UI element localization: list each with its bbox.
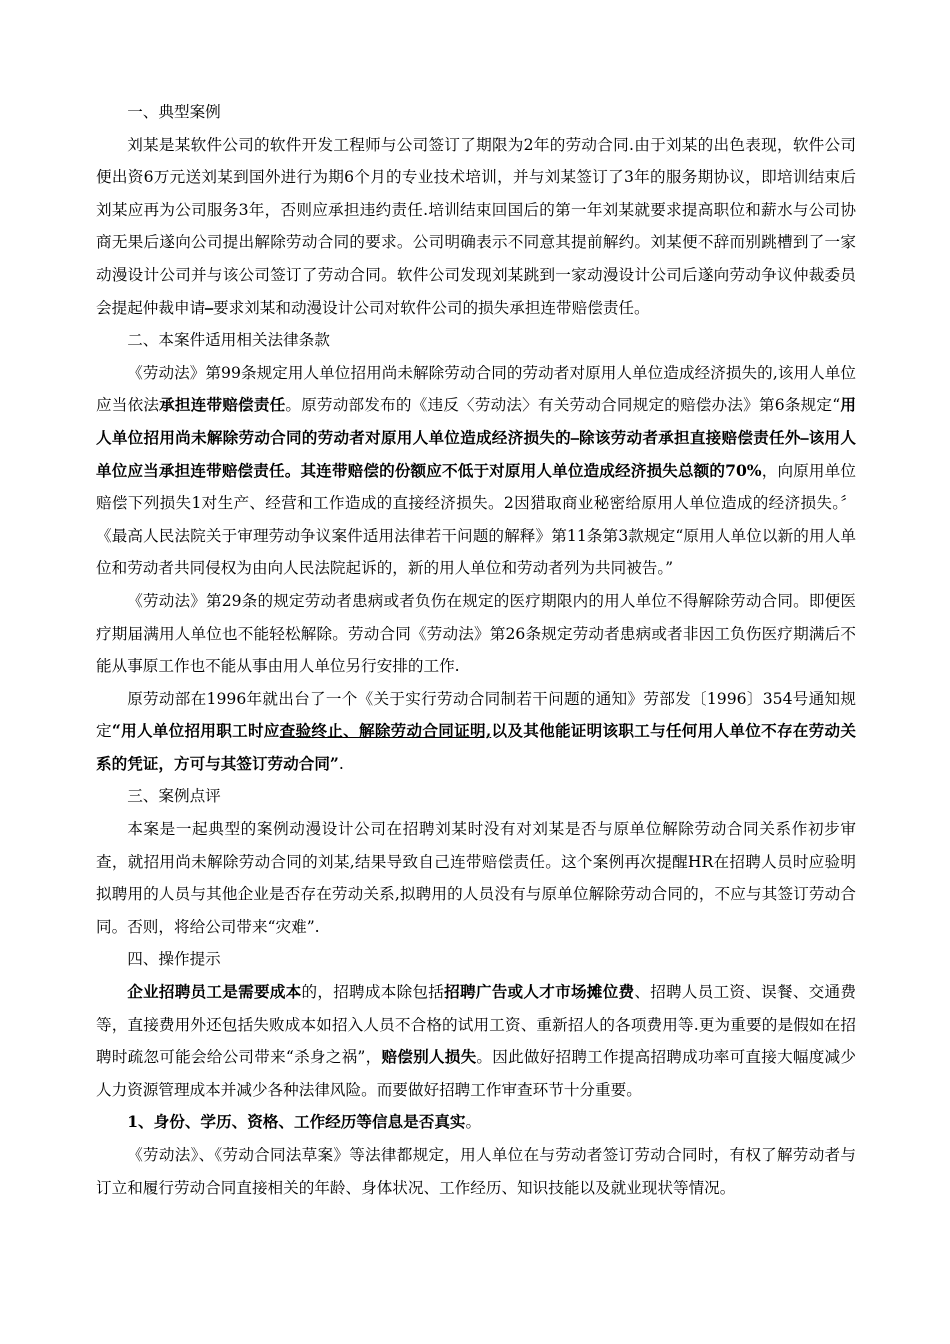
document-page — [96, 96, 856, 1204]
law3-text-a: 原劳动部在1996年就出台了一个《关于实行劳动合同制若干问题的通知》劳部发〔1996〕354号通知规定 — [96, 689, 856, 741]
dash-mark: ⎯ — [570, 427, 579, 447]
tips-text-a: 企业招聘员工是需要成本 — [127, 982, 302, 1002]
review-paragraph: 本案是一起典型的案例动漫设计公司在招聘刘某时没有对刘某是否与原单位解除劳动合同关系作初步审查，就招用尚未解除劳动合同的刘某,结果导致自己连带赔偿责任。这个案例再次提醒HR在招聘人员时应验明拟聘用的人员与其他企业是否存在劳动关系,拟聘用的人员没有与原单位解除劳动合同的，不应与其签订劳动合同。否则，将给公司带来“灾难”. — [96, 820, 856, 936]
section-heading-typical-case: 一、典型案例 — [127, 103, 221, 121]
tips-text-c: 招聘广告或人才市场摊位费 — [444, 982, 635, 1002]
tips-paragraph-2: 《劳动法》、《劳动合同法草案》等法律都规定，用人单位在与劳动者签订劳动合同时，有权了解劳动者与订立和履行劳动合同直接相关的年龄、身体状况、工作经历、知识技能以及就业现状等情况。 — [96, 1146, 856, 1197]
law-text-a: 《劳动法》第99条规定用人单位招用尚未解除劳动合同的劳动者对原用人单位造成经济损失的,该用人单位应当依法 — [96, 363, 856, 415]
law3-text-c: 以及其他能证明该职工与任何用人单位不存在劳动关系的凭证，方可与其签订劳动合同” — [96, 721, 856, 773]
law-paragraph-3 — [96, 683, 856, 781]
law-text-c: 。原劳动部发布的《违反〈劳动法〉有关劳动合同规定的赔偿办法》第6条规定“ — [285, 396, 841, 415]
law3-text-d: . — [338, 754, 344, 773]
law-text-e: 除该劳动者承担直接赔偿责任外 — [578, 427, 801, 447]
dash-mark: ⎯ — [205, 297, 213, 317]
law3-text-b: “用人单位招用职工时应 — [111, 721, 280, 741]
section-heading-review: 三、案例点评 — [127, 787, 221, 806]
section-heading-tips: 四、操作提示 — [127, 950, 221, 969]
law-text-g: ，向原用单位赔偿下列损失1对生产、经营和工作造成的直接经济损失。2因猎取商业秘密给原用人单位造成的经济损失。〞《最高人民法院关于审理劳动争议案件适用法律若干问题的解释》第11条第3款规定“原用人单位以新的用人单位和劳动者共同侵权为由向人民法院起诉的，新的用人单位和劳动者列为共同被告。” — [96, 461, 856, 578]
dash-mark: ⎯ — [800, 427, 809, 447]
law-paragraph-1 — [96, 357, 856, 585]
tips-text-e: 赔偿别人损失 — [381, 1047, 477, 1067]
law-text-d: 用人单位招用尚未解除劳动合同的劳动者对原用人单位造成经济损失的 — [96, 395, 856, 447]
law-paragraph-2: 《劳动法》第29条的规定劳动者患病或者负伤在规定的医疗期限内的用人单位不得解除劳动合同。即便医疗期届满用人单位也不能轻松解除。劳动合同《劳动法》第26条规定劳动者患病或者非因工负伤医疗期满后不能从事原工作也不能从事由用人单位另行安排的工作. — [96, 591, 856, 676]
tips-text-f: 。因此做好招聘工作提高招聘成功率可直接大幅度减少人力资源管理成本并减少各种法律风险。而要做好招聘工作审查环节十分重要。 — [96, 1048, 856, 1099]
case-text: 刘某是某软件公司的软件开发工程师与公司签订了期限为2年的劳动合同.由于刘某的出色表现，软件公司便出资6万元送刘某到国外进行为期6个月的专业技术培训，并与刘某签订了3年的服务期协议，即培训结束后刘某应再为公司服务3年，否则应承担违约责任.培训结束回国后的第一年刘某就要求提高职位和薪水与公司协商无果后遂向公司提出解除劳动合同的要求。公司明确表示不同意其提前解约。刘某便不辞而别跳槽到了一家动漫设计公司并与该公司签订了劳动合同。软件公司发现刘某跳到一家动漫设计公司后遂向劳动争议仲裁委员会提起仲裁申请 — [96, 135, 856, 317]
sub1-end: 。 — [465, 1113, 482, 1132]
section-heading-law: 二、本案件适用相关法律条款 — [127, 331, 330, 350]
case-paragraph — [96, 129, 856, 325]
case-text-tail: 要求刘某和动漫设计公司对软件公司的损失承担连带赔偿责任。 — [212, 298, 650, 317]
tips-paragraph-1 — [96, 976, 856, 1106]
tips-subheading-1 — [96, 1106, 856, 1139]
tips-text-d: 、招聘人员工资、误餐、交通费等，直接费用外还包括失败成本如招入人员不合格的试用工资、重新招人的各项费用等.更为重要的是假如在招聘时疏忽可能会给公司带来“杀身之祸”， — [96, 983, 856, 1067]
tips-text-b: 的，招聘成本除包括 — [301, 983, 445, 1002]
law3-underlined: 查验终止、解除劳动合同证明, — [279, 721, 492, 741]
law-text-f: 该用人单位应当承担连带赔偿责任。其连带赔偿的份额应不低于对原用人单位造成经济损失总额的70% — [96, 427, 856, 480]
sub1-text: 1、身份、学历、资格、工作经历等信息是否真实 — [127, 1112, 466, 1132]
law-text-b: 承担连带赔偿责任 — [159, 395, 286, 415]
